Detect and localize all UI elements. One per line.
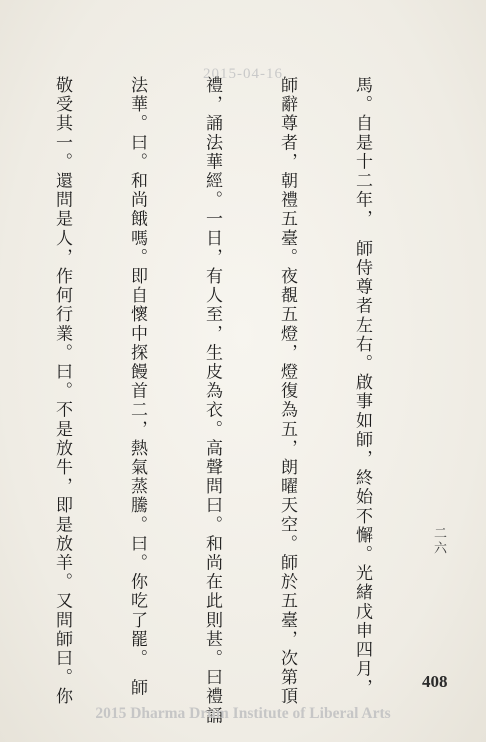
running-head-page-label: 二六 — [431, 526, 446, 556]
text-column: 師辭尊者，朝禮五臺。夜覩五燈，燈復為五，朗曜天空。師於五臺，次第頂 — [277, 76, 297, 707]
page-number: 408 — [422, 672, 448, 691]
scan-date-watermark: 2015-04-16 — [203, 66, 283, 82]
text-column: 法華。曰。和尚餓嗎。即自懷中探饅首二，熱氣蒸騰。曰。你吃了罷。 師 — [127, 76, 147, 698]
institution-watermark: 2015 Dharma Drum Institute of Liberal Arts — [95, 705, 391, 722]
text-column: 馬。自是十二年， 師侍尊者左右。啟事如師，終始不懈。光緒戊申四月， — [352, 76, 372, 698]
text-column: 禮，誦法華經。一日，有人至，生皮為衣。高聲問曰。和尚在此則甚。曰禮誦 — [202, 76, 222, 726]
text-column: 敬受其一。還問是人，作何行業。曰。不是放牛，即是放羊。又問師曰。你 — [52, 76, 72, 707]
